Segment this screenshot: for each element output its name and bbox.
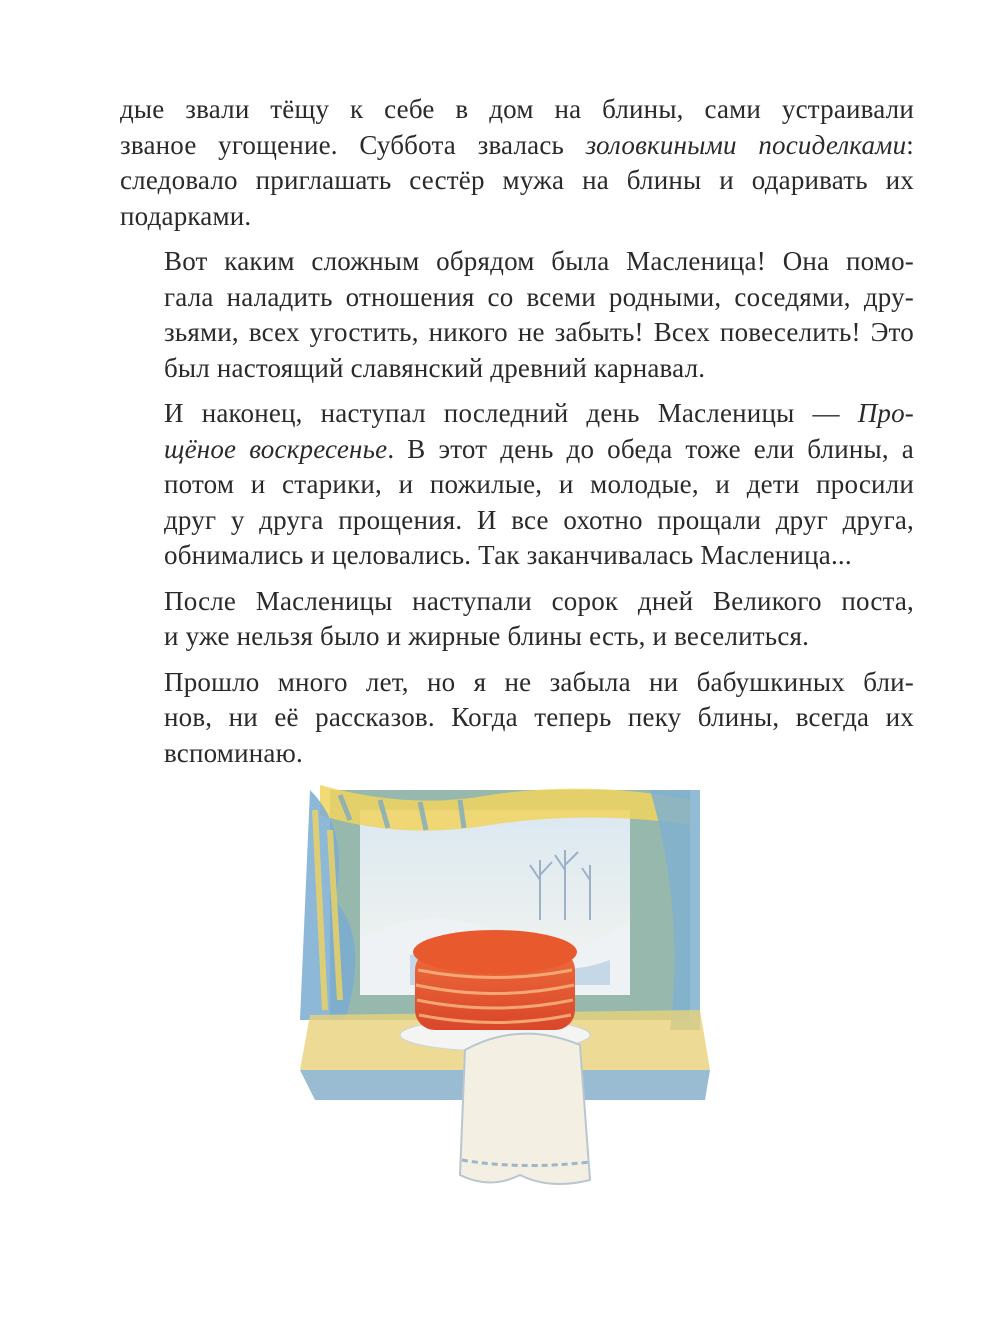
text-line: [120, 280, 914, 316]
text-run: был настоящий славянский древний карнавал.: [164, 352, 706, 383]
paragraph: [120, 584, 914, 655]
text-line: [120, 244, 914, 280]
text-run: потом и старики, и пожилые, и молодые, и дети просили: [164, 469, 914, 499]
text-line: [120, 396, 914, 432]
text-line: [120, 584, 914, 620]
text-line: [120, 432, 914, 468]
text-run: друг у друга прощения. И все охотно прощали друг друга,: [164, 504, 914, 535]
text-line: [120, 163, 914, 199]
text-line: [120, 700, 914, 736]
text-run: и уже нельзя было и жирные блины есть, и веселиться.: [164, 621, 810, 651]
text-run: Вот каким сложным обрядом была Масленица! Она помо-: [164, 246, 914, 276]
text-line: [120, 619, 914, 655]
text-line: [120, 92, 914, 128]
paragraph: [120, 396, 914, 574]
text-run: зьями, всех угостить, никого не забыть! Всех повеселить! Это: [164, 317, 914, 347]
text-run: И наконец, наступал последний день Масленицы —: [164, 398, 858, 428]
paragraph: [120, 92, 914, 234]
italic-term: золовкиными посиделками: [585, 129, 907, 160]
pancakes-window-illustration: [290, 770, 720, 1200]
text-line: [120, 315, 914, 351]
text-line: [120, 128, 914, 164]
text-line: [120, 467, 914, 503]
towel: [460, 1034, 590, 1184]
text-run: званое угощение. Суббота звалась: [120, 129, 586, 160]
text-line: [120, 665, 914, 701]
text-line: [120, 199, 914, 235]
paragraph: [120, 244, 914, 386]
text-line: [120, 538, 914, 574]
text-run: нов, ни её рассказов. Когда теперь пеку блины, всегда их: [164, 702, 914, 732]
text-run: подарками.: [120, 200, 252, 231]
text-run: Прошло много лет, но я не забыла ни бабушкиных бли-: [164, 666, 914, 697]
text-line: [120, 736, 914, 772]
italic-term: щёное воскресенье: [164, 433, 388, 464]
text-run: . В этот день до обеда тоже ели блины, а: [387, 433, 914, 464]
text-run: вспоминаю.: [164, 737, 303, 768]
pancake-stack: [413, 930, 577, 1030]
text-line: [120, 351, 914, 387]
italic-term: Про-: [857, 398, 914, 428]
text-run: После Масленицы наступали сорок дней Великого поста,: [164, 585, 914, 616]
text-line: [120, 503, 914, 539]
paragraph: [120, 665, 914, 772]
text-run: обнимались и целовались. Так заканчивалась Масленица...: [164, 540, 852, 570]
text-run: следовало приглашать сестёр мужа на блины и одаривать их: [120, 165, 914, 195]
text-block: [120, 92, 914, 771]
text-run: :: [906, 129, 914, 160]
text-run: гала наладить отношения со всеми родными, соседями, дру-: [164, 281, 914, 312]
text-run: дые звали тёщу к себе в дом на блины, сами устраивали: [120, 94, 914, 124]
